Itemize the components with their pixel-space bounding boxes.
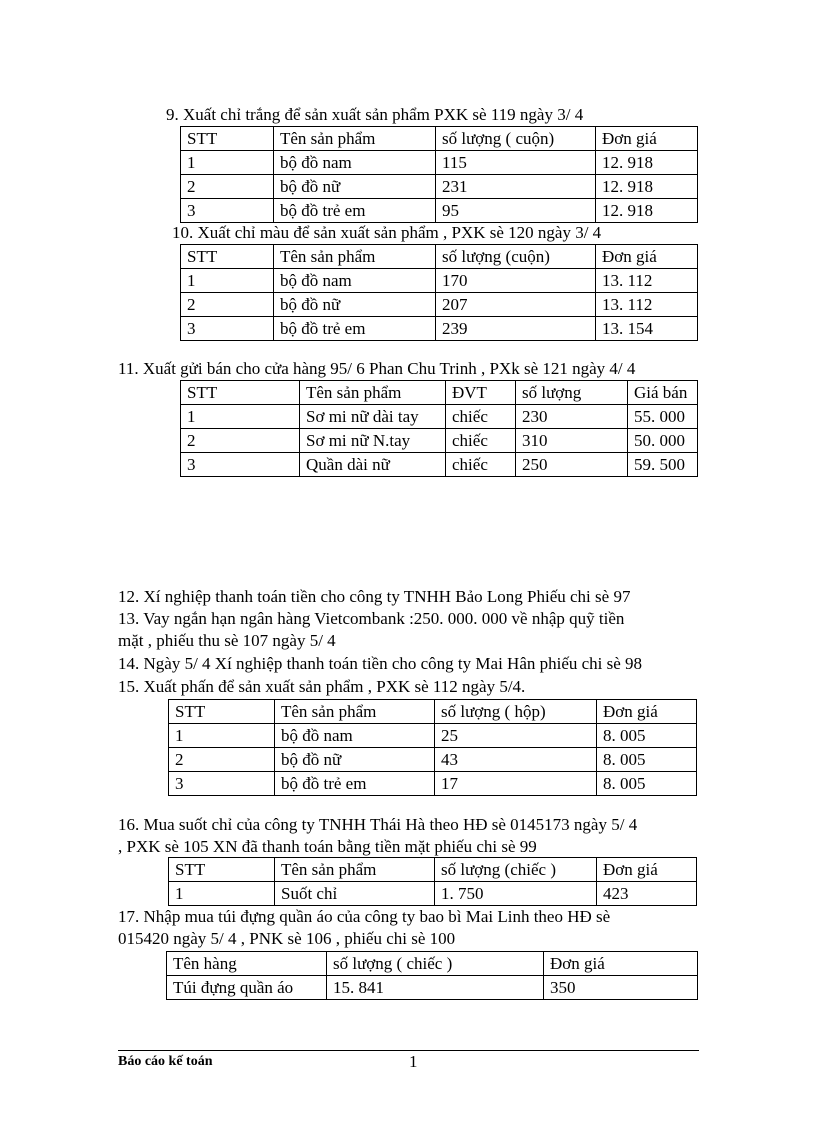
header-cell: số lượng ( chiếc ): [327, 952, 544, 976]
table-cell: 3: [181, 199, 274, 223]
table-cell: chiếc: [446, 429, 516, 453]
header-cell: Tên sản phẩm: [274, 127, 436, 151]
item-13-line1: 13. Vay ngắn hạn ngân hàng Vietcombank :250. 000. 000 về nhập quỹ tiền: [118, 609, 625, 628]
table-15: [168, 699, 697, 796]
table-row: [181, 293, 698, 317]
section-9-title: 9. Xuất chỉ trắng để sản xuất sản phẩm PXK sè 119 ngày 3/ 4: [166, 105, 584, 124]
table-cell: 230: [516, 405, 628, 429]
header-cell: Tên sản phẩm: [275, 858, 435, 882]
table-cell: chiếc: [446, 405, 516, 429]
table-row: [181, 317, 698, 341]
table-header-row: [169, 858, 697, 882]
header-cell: STT: [181, 245, 274, 269]
header-cell: Đơn giá: [596, 245, 698, 269]
header-cell: STT: [169, 700, 275, 724]
table-cell: 8. 005: [597, 748, 697, 772]
table-row: [169, 882, 697, 906]
table-cell: 423: [597, 882, 697, 906]
section-17-line1: 17. Nhập mua túi đựng quần áo của công ty bao bì Mai Linh theo HĐ sè: [118, 907, 611, 926]
section-11-title: 11. Xuất gửi bán cho cửa hàng 95/ 6 Phan Chu Trinh , PXk sè 121 ngày 4/ 4: [118, 359, 636, 378]
table-cell: 1. 750: [435, 882, 597, 906]
table-row: [181, 151, 698, 175]
table-cell: 250: [516, 453, 628, 477]
table-cell: bộ đồ nam: [274, 269, 436, 293]
table-cell: 310: [516, 429, 628, 453]
section-15-title: 15. Xuất phấn để sản xuất sản phẩm , PXK sè 112 ngày 5/4.: [118, 677, 526, 696]
table-cell: 15. 841: [327, 976, 544, 1000]
table-cell: bộ đồ trẻ em: [274, 199, 436, 223]
table-cell: 13. 112: [596, 269, 698, 293]
table-cell: Túi đựng quần áo: [167, 976, 327, 1000]
footer-divider: [118, 1050, 699, 1051]
header-cell: số lượng: [516, 381, 628, 405]
header-cell: số lượng (chiếc ): [435, 858, 597, 882]
header-cell: STT: [181, 127, 274, 151]
table-cell: 170: [436, 269, 596, 293]
item-13-line2: mặt , phiếu thu sè 107 ngày 5/ 4: [118, 631, 336, 650]
header-cell: Đơn giá: [544, 952, 698, 976]
section-10-title: 10. Xuất chỉ màu để sản xuất sản phẩm , PXK sè 120 ngày 3/ 4: [172, 223, 602, 242]
header-cell: Tên sản phẩm: [300, 381, 446, 405]
table-10: [180, 244, 698, 341]
table-header-row: [167, 952, 698, 976]
header-cell: STT: [181, 381, 300, 405]
table-cell: 3: [181, 453, 300, 477]
table-row: [181, 199, 698, 223]
header-cell: Tên hàng: [167, 952, 327, 976]
section-16-line2: , PXK sè 105 XN đã thanh toán bằng tiền mặt phiếu chi sè 99: [118, 837, 537, 856]
table-cell: bộ đồ nữ: [274, 293, 436, 317]
table-cell: chiếc: [446, 453, 516, 477]
table-cell: Sơ mi nữ N.tay: [300, 429, 446, 453]
table-cell: Sơ mi nữ dài tay: [300, 405, 446, 429]
header-cell: Đơn giá: [597, 700, 697, 724]
table-cell: 8. 005: [597, 772, 697, 796]
section-17-line2: 015420 ngày 5/ 4 , PNK sè 106 , phiếu chi sè 100: [118, 929, 456, 948]
table-row: [169, 748, 697, 772]
table-header-row: [181, 381, 698, 405]
table-cell: 1: [169, 882, 275, 906]
table-17: [166, 951, 698, 1000]
header-cell: Tên sản phẩm: [275, 700, 435, 724]
table-cell: 1: [181, 405, 300, 429]
table-cell: bộ đồ trẻ em: [275, 772, 435, 796]
header-cell: số lượng ( hộp): [435, 700, 597, 724]
table-header-row: [181, 127, 698, 151]
table-cell: 95: [436, 199, 596, 223]
table-header-row: [181, 245, 698, 269]
table-cell: 239: [436, 317, 596, 341]
table-cell: bộ đồ nam: [274, 151, 436, 175]
table-cell: 17: [435, 772, 597, 796]
table-row: [181, 175, 698, 199]
table-header-row: [169, 700, 697, 724]
table-cell: 59. 500: [628, 453, 698, 477]
header-cell: STT: [169, 858, 275, 882]
table-row: [181, 429, 698, 453]
header-cell: Đơn giá: [596, 127, 698, 151]
header-cell: ĐVT: [446, 381, 516, 405]
footer-title: Báo cáo kế toán: [118, 1054, 213, 1069]
table-cell: 12. 918: [596, 199, 698, 223]
table-cell: 2: [169, 748, 275, 772]
item-12: 12. Xí nghiệp thanh toán tiền cho công ty TNHH Bảo Long Phiếu chi sè 97: [118, 587, 631, 606]
table-cell: 350: [544, 976, 698, 1000]
table-row: [181, 453, 698, 477]
table-row: [181, 405, 698, 429]
table-16: [168, 857, 697, 906]
table-cell: 115: [436, 151, 596, 175]
table-cell: 1: [169, 724, 275, 748]
table-cell: 207: [436, 293, 596, 317]
table-cell: 2: [181, 293, 274, 317]
header-cell: số lượng ( cuộn): [436, 127, 596, 151]
table-cell: 55. 000: [628, 405, 698, 429]
table-9: [180, 126, 698, 223]
table-cell: 3: [181, 317, 274, 341]
section-16-line1: 16. Mua suốt chỉ của công ty TNHH Thái Hà theo HĐ sè 0145173 ngày 5/ 4: [118, 815, 638, 834]
header-cell: Giá bán: [628, 381, 698, 405]
table-cell: bộ đồ nữ: [275, 748, 435, 772]
table-cell: 50. 000: [628, 429, 698, 453]
table-cell: 1: [181, 151, 274, 175]
table-cell: 12. 918: [596, 151, 698, 175]
header-cell: số lượng (cuộn): [436, 245, 596, 269]
table-cell: Suốt chỉ: [275, 882, 435, 906]
table-cell: 231: [436, 175, 596, 199]
table-cell: 3: [169, 772, 275, 796]
header-cell: Tên sản phẩm: [274, 245, 436, 269]
table-cell: Quần dài nữ: [300, 453, 446, 477]
table-cell: 2: [181, 175, 274, 199]
table-row: [169, 724, 697, 748]
table-row: [181, 269, 698, 293]
page-number: 1: [409, 1052, 418, 1071]
table-cell: 8. 005: [597, 724, 697, 748]
table-cell: 12. 918: [596, 175, 698, 199]
item-14: 14. Ngày 5/ 4 Xí nghiệp thanh toán tiền cho công ty Mai Hân phiếu chi sè 98: [118, 654, 643, 673]
table-cell: bộ đồ nam: [275, 724, 435, 748]
table-11: [180, 380, 698, 477]
table-cell: 2: [181, 429, 300, 453]
table-cell: 25: [435, 724, 597, 748]
header-cell: Đơn giá: [597, 858, 697, 882]
table-cell: 43: [435, 748, 597, 772]
table-cell: bộ đồ nữ: [274, 175, 436, 199]
table-row: [169, 772, 697, 796]
table-cell: 13. 112: [596, 293, 698, 317]
table-cell: bộ đồ trẻ em: [274, 317, 436, 341]
table-cell: 13. 154: [596, 317, 698, 341]
table-cell: 1: [181, 269, 274, 293]
table-row: [167, 976, 698, 1000]
